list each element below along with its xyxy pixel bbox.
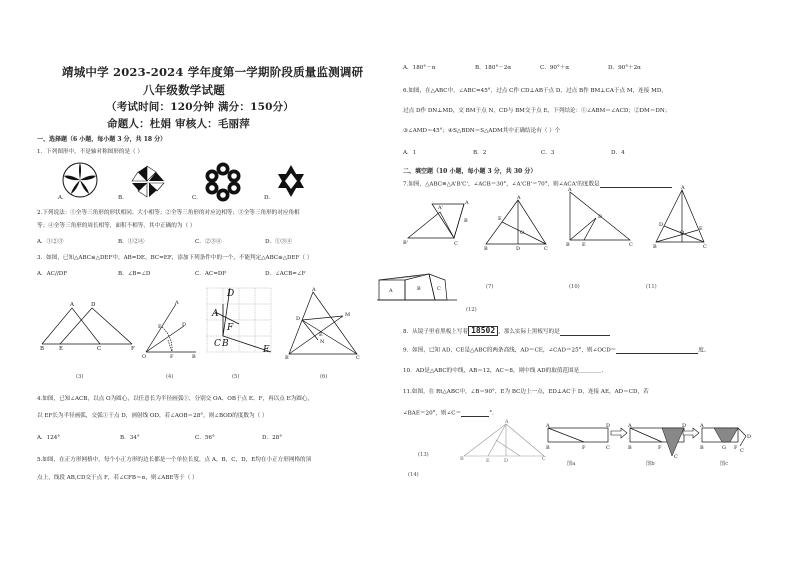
q6-line1: 6.如图，在△ABC中，∠ABC=45°，过点 C作 CD⊥AB于点 D，过点 B作 BM⊥CA于点 M，连接 MD， <box>403 88 667 94</box>
svg-text:D: D <box>682 423 687 429</box>
q4-option-c: C．56° <box>195 435 215 441</box>
q9-stem <box>403 348 709 354</box>
q3-option-d: D．∠ACB=∠F <box>265 271 306 277</box>
svg-text:E: E <box>582 242 586 248</box>
svg-text:B: B <box>628 445 632 451</box>
q1-option-c: C. <box>192 195 198 201</box>
section-choice-heading: 一、选择题（6 小题，每小题 3 分，共 18 分） <box>37 136 167 143</box>
svg-text:C: C <box>544 246 548 252</box>
q10-stem: 10．AD是△ABC的中线，AB＝12，AC＝8，则中线 AD的取值范围是＿＿＿＿. <box>403 368 604 374</box>
svg-text:F: F <box>582 445 586 451</box>
figure-5 <box>205 286 275 356</box>
svg-text:N: N <box>320 339 325 345</box>
q1-figure-b <box>130 164 166 198</box>
figure-11 <box>566 186 636 248</box>
figure-3 <box>40 300 140 350</box>
q11-line2-prefix: ∠BAE＝20°，则∠C＝ <box>403 410 462 417</box>
figure-12 <box>375 262 463 308</box>
svg-text:B: B <box>464 218 468 224</box>
q1-option-b: B. <box>118 195 124 201</box>
svg-text:O: O <box>680 230 685 236</box>
svg-text:B: B <box>192 354 196 360</box>
fig-label-12: (12) <box>466 307 477 313</box>
q1-figure-c <box>203 162 243 202</box>
q3-option-a: A．AC//DF <box>37 271 68 277</box>
q1-option-a: A. <box>58 195 64 201</box>
q6-option-b: B．2 <box>473 150 487 156</box>
svg-text:E: E <box>263 345 270 355</box>
q11-line2-suffix: °. <box>489 410 494 417</box>
fig-label-5: (5) <box>232 374 240 380</box>
svg-text:A: A <box>568 187 572 193</box>
svg-text:C: C <box>674 454 678 460</box>
svg-text:A: A <box>546 423 550 429</box>
fig-label-3: (3) <box>76 374 84 380</box>
q8-stem <box>403 326 610 336</box>
svg-text:B: B <box>222 339 229 349</box>
svg-text:F: F <box>170 354 174 360</box>
svg-text:A: A <box>175 300 179 306</box>
svg-text:M: M <box>345 312 351 318</box>
q3-stem: 3．如图，已知△ABC≌△DEF中，AB=DE，BC=EF，添加下列条件中的一个，不能判定△ABC≌△DEF（ ） <box>37 255 313 261</box>
svg-text:E: E <box>319 332 323 338</box>
svg-text:D: D <box>659 222 664 228</box>
svg-text:D: D <box>182 322 187 328</box>
q5-option-d: D．90°＋2α <box>608 65 641 71</box>
svg-text:F: F <box>227 323 234 333</box>
svg-text:C: C <box>214 339 221 349</box>
q2-option-b: B．①②④ <box>118 239 145 245</box>
svg-text:F: F <box>131 346 135 352</box>
svg-text:B: B <box>285 355 289 361</box>
fig-label-10: (10) <box>569 284 580 290</box>
q3-option-c: C．AC=DF <box>195 271 227 277</box>
figure-9 <box>652 186 708 250</box>
q6-line3: ③∠AMD＝45°；④S△BDN＝S△ADM其中正确结论有（ ）个 <box>403 128 561 134</box>
figure-14a-arrow <box>610 428 628 438</box>
q8-suffix: ，那么实际上黑板写的是 <box>498 329 560 335</box>
fig-caption-a: 图a <box>567 461 576 467</box>
svg-text:C: C <box>703 244 707 250</box>
svg-text:C: C <box>542 456 546 462</box>
svg-text:D: D <box>606 423 611 429</box>
figure-10 <box>484 196 550 252</box>
fig-label-6: (6) <box>320 374 328 380</box>
q4-option-d: D．28° <box>262 435 282 441</box>
svg-text:G: G <box>722 445 726 451</box>
svg-text:F: F <box>734 445 738 451</box>
svg-text:E: E <box>699 226 703 232</box>
svg-text:C: C <box>629 242 633 248</box>
svg-text:A: A <box>212 309 219 319</box>
q5-option-a: A．180°－α <box>403 65 436 71</box>
q3-option-b: B．∠B=∠D <box>118 271 151 277</box>
svg-text:C: C <box>356 355 360 361</box>
svg-text:B: B <box>546 445 550 451</box>
exam-subtitle: 八年级数学试题 <box>143 83 225 97</box>
fig-caption-13: (13) <box>418 452 429 458</box>
fig-label-4: (4) <box>166 374 174 380</box>
svg-text:A: A <box>628 423 632 429</box>
svg-text:C: C <box>454 241 458 247</box>
svg-text:B': B' <box>403 240 409 246</box>
svg-text:E: E <box>498 216 502 222</box>
svg-text:D: D <box>598 214 603 220</box>
q5-line2: 点上，线段 AB,CD交于点 F，若∠CFB＝α，则∠ABE等于（ ） <box>37 475 198 481</box>
fig-caption-c: 图c <box>720 461 729 467</box>
section-fill-heading: 二、填空题（10 小题，每小题 3 分，共 30 分） <box>403 168 537 175</box>
figure-14c <box>700 422 756 462</box>
svg-text:E: E <box>486 458 490 464</box>
svg-text:B: B <box>566 242 570 248</box>
q11-line2 <box>403 411 494 417</box>
figure-6 <box>285 288 360 360</box>
q1-option-d: D. <box>264 195 271 201</box>
q2-line2: 等；④全等三角形的周长相等，面积不相等，其中正确的为（ ） <box>37 223 196 229</box>
q2-option-d: D．①③④ <box>265 239 292 245</box>
figure-7 <box>402 198 472 248</box>
exam-authors: 命题人：杜娟 审核人：毛丽萍 <box>107 118 250 130</box>
q4-option-a: A．124° <box>37 435 61 441</box>
svg-text:B: B <box>653 244 657 250</box>
fig-caption-b: 图b <box>646 461 655 467</box>
q1-stem: 1．下列图形中，不是轴对称图形的是（ ） <box>37 149 144 155</box>
figure-14a <box>546 422 612 462</box>
svg-text:A: A <box>389 288 393 294</box>
svg-text:D: D <box>747 434 752 440</box>
svg-text:O: O <box>142 354 147 360</box>
figure-14b-arrow <box>682 428 700 438</box>
q6-option-c: C．3 <box>541 150 555 156</box>
svg-text:O: O <box>520 230 525 236</box>
q2-option-c: C．②③④ <box>195 239 222 245</box>
q11-line1: 11.如图，在 Rt△ABC中，∠B＝90°，E为 BC边上一点，ED⊥AC于 D，连接 AE，AD＝CD，若 <box>403 389 649 395</box>
q6-option-d: D．4 <box>611 150 625 156</box>
q4-line2: 以 EF长为半径画弧，交弧①于点 D，画射线 OD，若∠AOB＝28°，则∠BOD的度数为（ ） <box>37 413 268 419</box>
q8-answer-blank[interactable] <box>560 330 610 336</box>
svg-text:D: D <box>296 316 301 322</box>
svg-text:C: C <box>97 346 102 352</box>
exam-info: （考试时间：120分钟 满分：150分） <box>106 101 294 113</box>
fig-label-7: (7) <box>486 284 494 290</box>
q8-mirror-digits: 18502 <box>468 326 498 336</box>
svg-text:D: D <box>91 302 96 308</box>
svg-text:D: D <box>516 246 521 252</box>
svg-text:D: D <box>504 458 509 464</box>
svg-text:E: E <box>158 324 162 330</box>
q4-line1: 4.如图，已知∠ACB，以点 O为圆心，以任意长为半径画弧①，分别交 OA、OB于点 E、F，再以点 E为圆心， <box>37 396 314 402</box>
svg-text:E: E <box>59 346 64 352</box>
svg-text:B: B <box>484 246 488 252</box>
q5-option-b: B．180°－2α <box>475 65 512 71</box>
q2-line1: 2.下列说法：①全等三角形的形状相同、大小相等；②全等三角形的对应边相等；③全等三角形的对应角相 <box>37 210 300 216</box>
q5-option-c: C．90°＋α <box>540 65 570 71</box>
q1-figure-d <box>276 164 306 198</box>
svg-text:B: B <box>417 286 421 292</box>
svg-text:A: A <box>681 185 685 191</box>
q7-text: 7.如图，△ABC≌△A'B'C'，∠ACB＝30°，∠A'CB'＝70°，则∠ACA'的度数是 <box>403 181 600 188</box>
q11-answer-blank[interactable] <box>461 411 489 417</box>
svg-text:C: C <box>740 448 744 454</box>
svg-text:A: A <box>312 287 316 293</box>
svg-text:A: A <box>465 200 469 206</box>
figure-4 <box>140 300 200 360</box>
svg-text:B: B <box>700 445 704 451</box>
q2-option-a: A．①②③ <box>37 239 64 245</box>
svg-text:A: A <box>70 302 74 308</box>
svg-text:A': A' <box>438 205 443 211</box>
q5-line1: 5.如图，在正方形网格中，每个小正方形的边长都是一个单位长度，点 A，B，C，D，E均在小正方形网格的顶 <box>37 457 312 463</box>
svg-text:A: A <box>700 423 704 429</box>
fig-label-11: (11) <box>646 284 657 290</box>
svg-text:B: B <box>40 346 45 352</box>
q6-line2: 过点 D作 DN⊥MD，交 BM于点 N，CD与 BM交于点 E，下列结论：①∠ABM＝∠ACD；②DM＝DN； <box>403 108 671 114</box>
svg-text:F: F <box>658 445 662 451</box>
svg-text:C: C <box>437 286 441 292</box>
q8-prefix: 8．从镜子里看黑板上写着 <box>403 329 469 335</box>
svg-text:D: D <box>227 289 235 299</box>
svg-text:A: A <box>517 195 521 201</box>
q9-suffix: 度。 <box>698 347 710 354</box>
q4-option-b: B．34° <box>120 435 140 441</box>
figure-13 <box>460 420 546 468</box>
svg-text:A: A <box>505 419 509 425</box>
svg-text:C: C <box>606 445 610 451</box>
q6-option-a: A．1 <box>403 150 417 156</box>
exam-title: 靖城中学 2023-2024 学年度第一学期阶段质量监测调研 <box>62 65 364 79</box>
fig-caption-14: (14) <box>408 472 419 478</box>
q9-prefix: 9．如图，已知 AD，CE是△ABC的两条高线，AD＝CE，∠CAD＝25°，则∠OCD＝ <box>403 347 617 354</box>
q1-figure-a <box>58 162 102 202</box>
svg-text:B: B <box>460 456 464 462</box>
q9-answer-blank[interactable] <box>616 348 698 354</box>
